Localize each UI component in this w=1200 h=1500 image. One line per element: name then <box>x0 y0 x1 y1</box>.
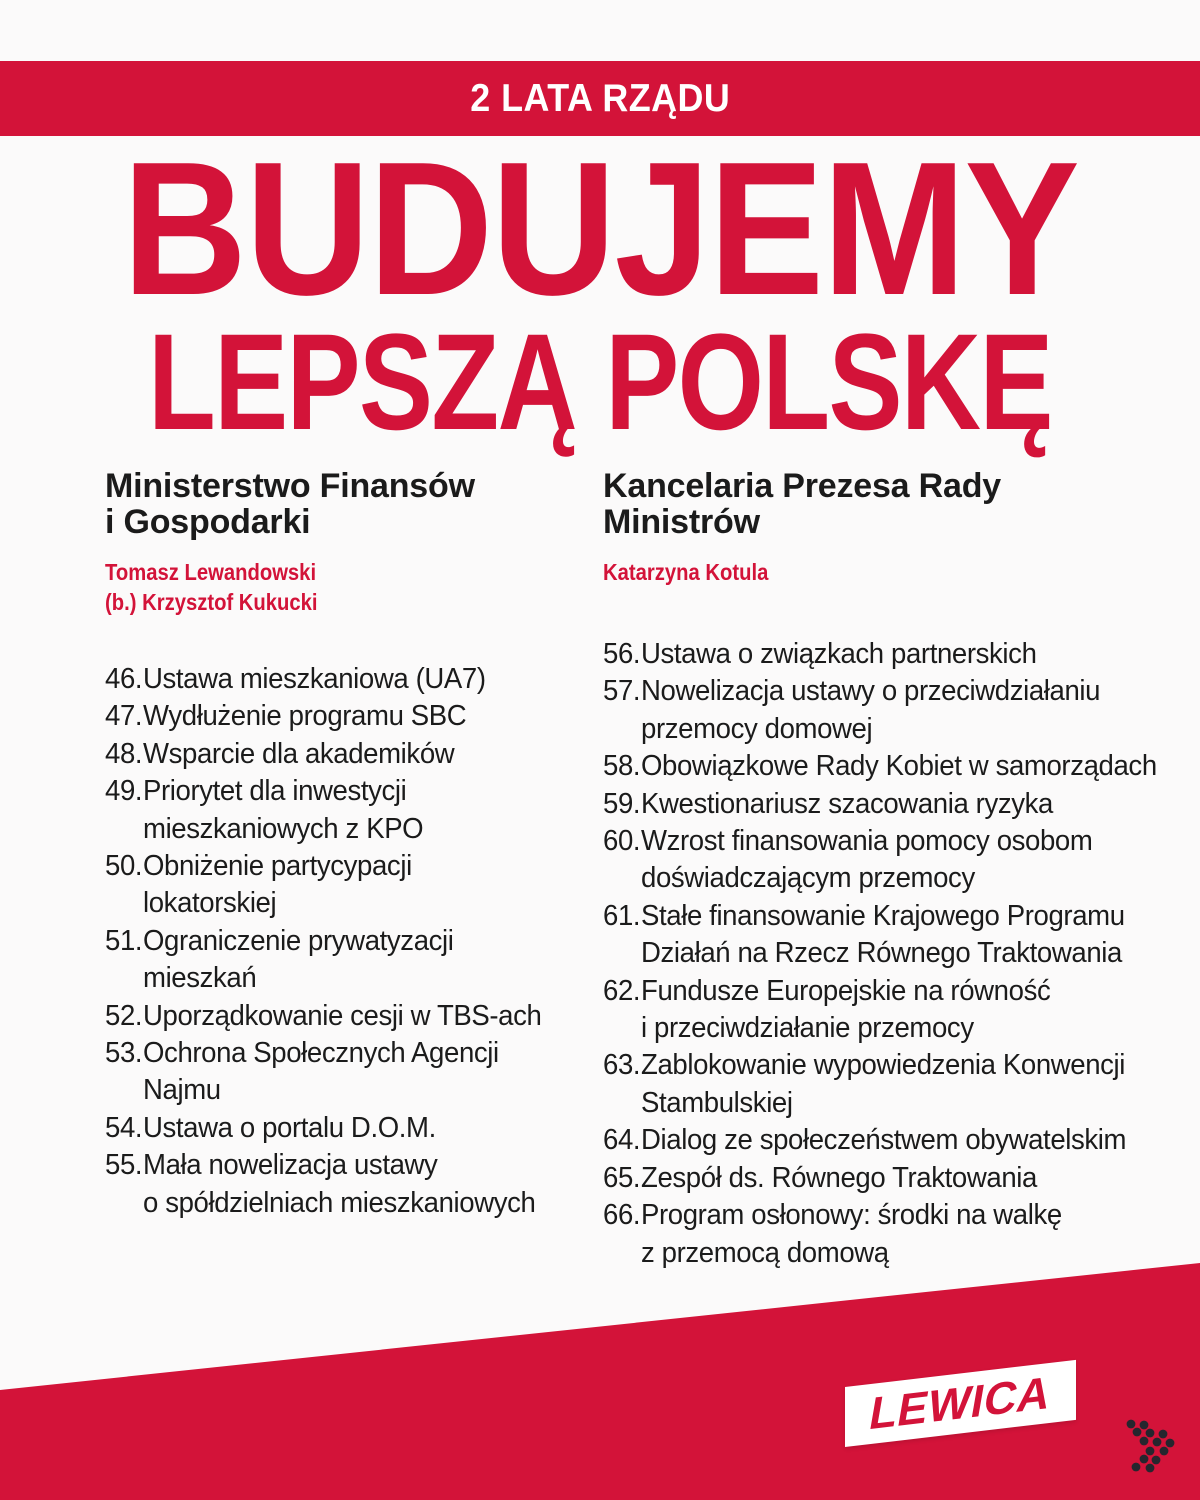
item-number: 63. <box>603 1049 641 1082</box>
item-number: 49. <box>105 775 143 808</box>
item-text-line: z przemocą domową <box>641 1236 889 1269</box>
minister-names <box>105 557 318 617</box>
list-item <box>105 848 541 923</box>
item-text-line: przemocy domowej <box>641 712 873 745</box>
list-item <box>603 1122 1157 1159</box>
item-number: 56. <box>603 638 641 670</box>
list-item <box>105 736 541 773</box>
item-text <box>143 698 466 735</box>
item-text-line: Uporządkowanie cesji w TBS-ach <box>143 999 542 1032</box>
list-item <box>603 973 1157 1048</box>
item-number: 55. <box>105 1149 143 1182</box>
heading-line: i Gospodarki <box>105 503 311 541</box>
item-text-line: Wzrost finansowania pomocy osobom <box>641 825 1093 858</box>
item-text <box>641 1122 1126 1159</box>
list-item <box>105 661 541 698</box>
item-text <box>641 973 1050 1048</box>
item-number: 66. <box>603 1199 641 1232</box>
item-text <box>641 823 1092 898</box>
item-text-line: Stambulskiej <box>641 1086 793 1119</box>
item-text <box>641 748 1157 785</box>
list-item <box>105 773 541 848</box>
item-number: 53. <box>105 1037 143 1070</box>
item-text-line: Wydłużenie programu SBC <box>143 700 467 733</box>
list-item <box>603 898 1157 973</box>
item-number: 58. <box>603 750 641 783</box>
title-text-2: LEPSZĄ POLSKĘ <box>148 306 1052 459</box>
item-number: 61. <box>603 899 641 932</box>
list-item <box>105 1110 541 1147</box>
item-text <box>143 1147 535 1222</box>
list-item <box>603 1160 1157 1197</box>
list-item <box>603 636 1157 673</box>
list-item <box>105 698 541 735</box>
item-number: 60. <box>603 825 641 858</box>
page-title-line-2 <box>0 304 1200 461</box>
item-text <box>143 998 541 1035</box>
item-text <box>143 848 412 923</box>
item-text <box>641 786 1053 823</box>
item-text <box>641 1047 1125 1122</box>
item-text-line: Obniżenie partycypacji <box>143 850 412 883</box>
item-number: 51. <box>105 924 143 957</box>
list-item <box>603 748 1157 785</box>
list-item <box>603 1047 1157 1122</box>
list-item <box>603 673 1157 748</box>
item-text-line: o spółdzielniach mieszkaniowych <box>143 1186 536 1219</box>
item-number: 64. <box>603 1124 641 1157</box>
item-number: 50. <box>105 850 143 883</box>
achievement-list <box>603 636 1157 1272</box>
item-number: 65. <box>603 1161 641 1194</box>
item-number: 57. <box>603 675 641 708</box>
item-number: 46. <box>105 663 143 695</box>
item-text-line: Obowiązkowe Rady Kobiet w samorządach <box>641 750 1157 783</box>
item-text <box>641 673 1100 748</box>
item-text-line: Ustawa o związkach partnerskich <box>641 638 1037 670</box>
list-item <box>105 1147 541 1222</box>
item-text-line: Wsparcie dla akademików <box>143 737 455 770</box>
item-text-line: Mała nowelizacja ustawy <box>143 1149 438 1182</box>
item-text-line: Ustawa o portalu D.O.M. <box>143 1111 436 1144</box>
item-text <box>143 773 423 848</box>
item-number: 52. <box>105 999 143 1032</box>
item-text-line: i przeciwdziałanie przemocy <box>641 1012 974 1045</box>
item-text-line: Priorytet dla inwestycji <box>143 775 407 808</box>
item-text-line: mieszkaniowych z KPO <box>143 812 424 845</box>
item-number: 59. <box>603 787 641 820</box>
item-text <box>143 1110 436 1147</box>
item-text-line: Dialog ze społeczeństwem obywatelskim <box>641 1124 1127 1157</box>
item-text <box>641 1160 1037 1197</box>
title-text-1: BUDUJEMY <box>122 123 1078 335</box>
item-text-line: Kwestionariusz szacowania ryzyka <box>641 787 1053 820</box>
lewica-logo-label: LEWICA <box>865 1366 1056 1440</box>
item-text <box>641 898 1125 973</box>
dots-chevron-icon <box>1122 1418 1178 1476</box>
list-item <box>105 998 541 1035</box>
item-text-line: Ograniczenie prywatyzacji <box>143 924 454 957</box>
list-item <box>603 786 1157 823</box>
item-text <box>143 736 454 773</box>
department-heading <box>105 468 475 540</box>
minister-name: Tomasz Lewandowski <box>105 559 317 585</box>
item-text-line: Zablokowanie wypowiedzenia Konwencji <box>641 1049 1126 1082</box>
minister-name: Katarzyna Kotula <box>603 559 769 585</box>
banner-label: 2 LATA RZĄDU <box>470 76 730 120</box>
item-number: 48. <box>105 737 143 770</box>
item-text <box>143 923 454 998</box>
item-text-line: Stałe finansowanie Krajowego Programu <box>641 899 1125 932</box>
item-text-line: Nowelizacja ustawy o przeciwdziałaniu <box>641 675 1101 708</box>
list-item <box>603 823 1157 898</box>
item-text-line: lokatorskiej <box>143 887 277 920</box>
achievement-list <box>105 661 541 1222</box>
item-text <box>641 636 1037 673</box>
item-text <box>143 1035 499 1110</box>
item-text-line: mieszkań <box>143 962 257 995</box>
item-number: 54. <box>105 1111 143 1144</box>
list-item <box>105 923 541 998</box>
item-text-line: Zespół ds. Równego Traktowania <box>641 1161 1037 1194</box>
item-text-line: Działań na Rzecz Równego Traktowania <box>641 937 1122 970</box>
item-text-line: Ustawa mieszkaniowa (UA7) <box>143 663 486 695</box>
department-heading <box>603 468 1001 540</box>
item-text-line: Najmu <box>143 1074 221 1107</box>
list-item <box>105 1035 541 1110</box>
minister-names <box>603 557 768 587</box>
heading-line: Ministerstwo Finansów <box>105 467 475 505</box>
item-text <box>143 661 486 698</box>
minister-name: (b.) Krzysztof Kukucki <box>105 589 318 615</box>
heading-line: Kancelaria Prezesa Rady <box>603 467 1001 505</box>
item-number: 62. <box>603 974 641 1007</box>
item-text-line: Program osłonowy: środki na walkę <box>641 1199 1062 1232</box>
item-text-line: Fundusze Europejskie na równość <box>641 974 1051 1007</box>
item-text-line: doświadczającym przemocy <box>641 862 975 895</box>
heading-line: Ministrów <box>603 503 760 541</box>
item-text-line: Ochrona Społecznych Agencji <box>143 1037 499 1070</box>
item-number: 47. <box>105 700 143 733</box>
